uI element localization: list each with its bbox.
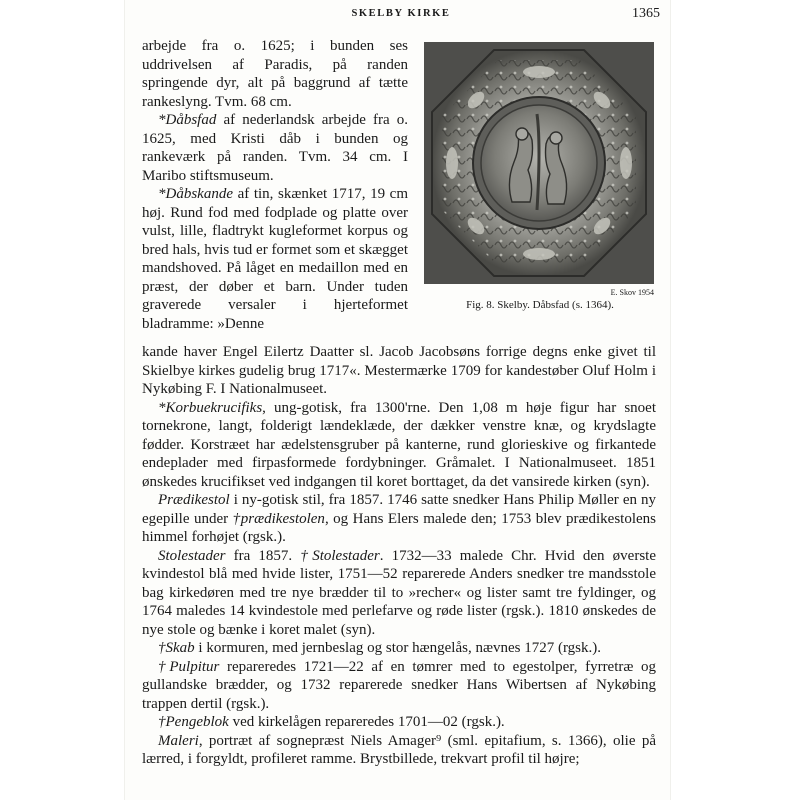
page-number: 1365 (632, 6, 660, 21)
paragraph-pulpitur (142, 658, 656, 714)
term-praedikestol: Prædikestol (158, 492, 230, 508)
figure-8 (424, 42, 656, 311)
paragraph-stolestader (142, 547, 656, 640)
paragraph-maleri (142, 732, 656, 769)
text-dabskande-a: af tin, skænket 1717, 19 cm høj. Rund fod med fodplade og platte over vulst, lille, fladtrykt kugleformet korpus og bred hals, hvis tud er formet som et skægget mandshoved. På låget en medaillon med en præst, der døber et barn. Under tuden graverede versaler i hjerteformet bladramme: »Denne (142, 186, 408, 332)
term-korbuekrucifiks: *Korbuekrucifiks (158, 399, 263, 416)
term-dabskande: *Dåbskande (158, 186, 233, 202)
paragraph-dabsfad (142, 111, 408, 185)
page-header (142, 6, 660, 26)
paragraph-skab (142, 639, 656, 658)
text-pengeblok: ved kirkelågen repareredes 1701—02 (rgsk.). (228, 714, 505, 730)
text-stolestader-b: . 1732—33 malede Chr. Hvid den øverste kvindestol blå med hvide lister, 1751—52 reparerede Anders snedker tre mandsstole bag kirkedøren med tre nye brædder til to »recher« og lister samt tre fyldinger, og 1764 maledes 14 kvindestole med perlefarve og røde lister (rgsk.). 1810 ønskedes de nye stole og bænke i koret malet (syn). (142, 547, 656, 638)
text-column-narrow (142, 37, 408, 333)
running-title: SKELBY KIRKE (351, 8, 451, 19)
text-praedikestol-b: , og Hans Elers malede den; 1753 blev prædikestolens himmel forhøjet (rgsk.). (142, 510, 656, 545)
figure-caption: Fig. 8. Skelby. Dåbsfad (s. 1364). (466, 299, 614, 311)
paragraph-1: arbejde fra o. 1625; i bunden ses uddrivelsen af Paradis, på randen springende dyr, alt på baggrund af tætte rankeslyng. Tvm. 68 cm. (142, 38, 408, 110)
term-praedikestolen: †prædikestolen (232, 510, 325, 527)
term-dabsfad: *Dåbsfad (158, 112, 217, 128)
term-stolestader-old: †Stolestader (300, 547, 380, 564)
text-stolestader-a: fra 1857. (225, 547, 301, 564)
text-praedikestol-a: i ny-gotisk stil, fra 1857. 1746 satte snedker Hans Philip Møller en ny egepille under (142, 492, 656, 527)
text-pulpitur: repareredes 1721—22 af en tømrer med to egestolper, fyrretræ og gullandske brædder, og 1732 reparerede snedker Hans Wibertsen af Nykøbing trappen dertil (rgsk.). (142, 658, 656, 712)
text-dabskande-b: kande haver Engel Eilertz Daatter sl. Jacob Jacobsøns forrige degns enke givet til Skielbye kirkes gudelig brug 1717«. Mestermærke 1709 for kandestøber Oluf Holm i Nykøbing F. I Nationalmuseet. (142, 344, 656, 397)
text-maleri: , portræt af sognepræst Niels Amager⁹ (sml. epitafium, s. 1366), olie på lærred, i forgyldt, profileret ramme. Brystbillede, trekvart profil til højre; (142, 732, 656, 767)
baptismal-dish-photo (424, 42, 654, 284)
term-pengeblok: †Pengeblok (158, 714, 229, 730)
paragraph-korbuekrucifiks (142, 399, 656, 492)
photo-credit: E. Skov 1954 (610, 288, 654, 297)
term-maleri: Maleri (158, 732, 199, 749)
paragraph-pengeblok (142, 713, 656, 732)
term-pulpitur: †Pulpitur (158, 658, 220, 675)
paragraph-praedikestol (142, 491, 656, 547)
text-column-wide (142, 343, 656, 769)
term-stolestader: Stolestader (158, 547, 226, 564)
paragraph-dabskande (142, 185, 408, 333)
text-dabsfad: af nederlandsk arbejde fra o. 1625, med Kristi dåb i bunden og rankeværk på randen. Tvm. 34 cm. I Maribo stiftsmuseum. (142, 112, 408, 184)
text-skab: i kormuren, med jernbeslag og stor hængelås, nævnes 1727 (rgsk.). (194, 640, 601, 656)
text-korbuekrucifiks: , ung-gotisk, fra 1300'rne. Den 1,08 m høje figur har snoet tornekrone, langt, folderigt lændeklæde, der dækker venstre knæ, og krydslagte fødder. Korstræet har ædelstensgruber på kanterne, rund glorieskive og firkantede endeplader med firpasformede fordybninger. Gråmalet. I Nationalmuseet. 1851 ønskedes krucifikset ved indgangen til koret borttaget, da det vansirede kirken (syn). (142, 399, 656, 490)
term-skab: †Skab (158, 640, 195, 656)
dish-illustration (424, 42, 654, 284)
